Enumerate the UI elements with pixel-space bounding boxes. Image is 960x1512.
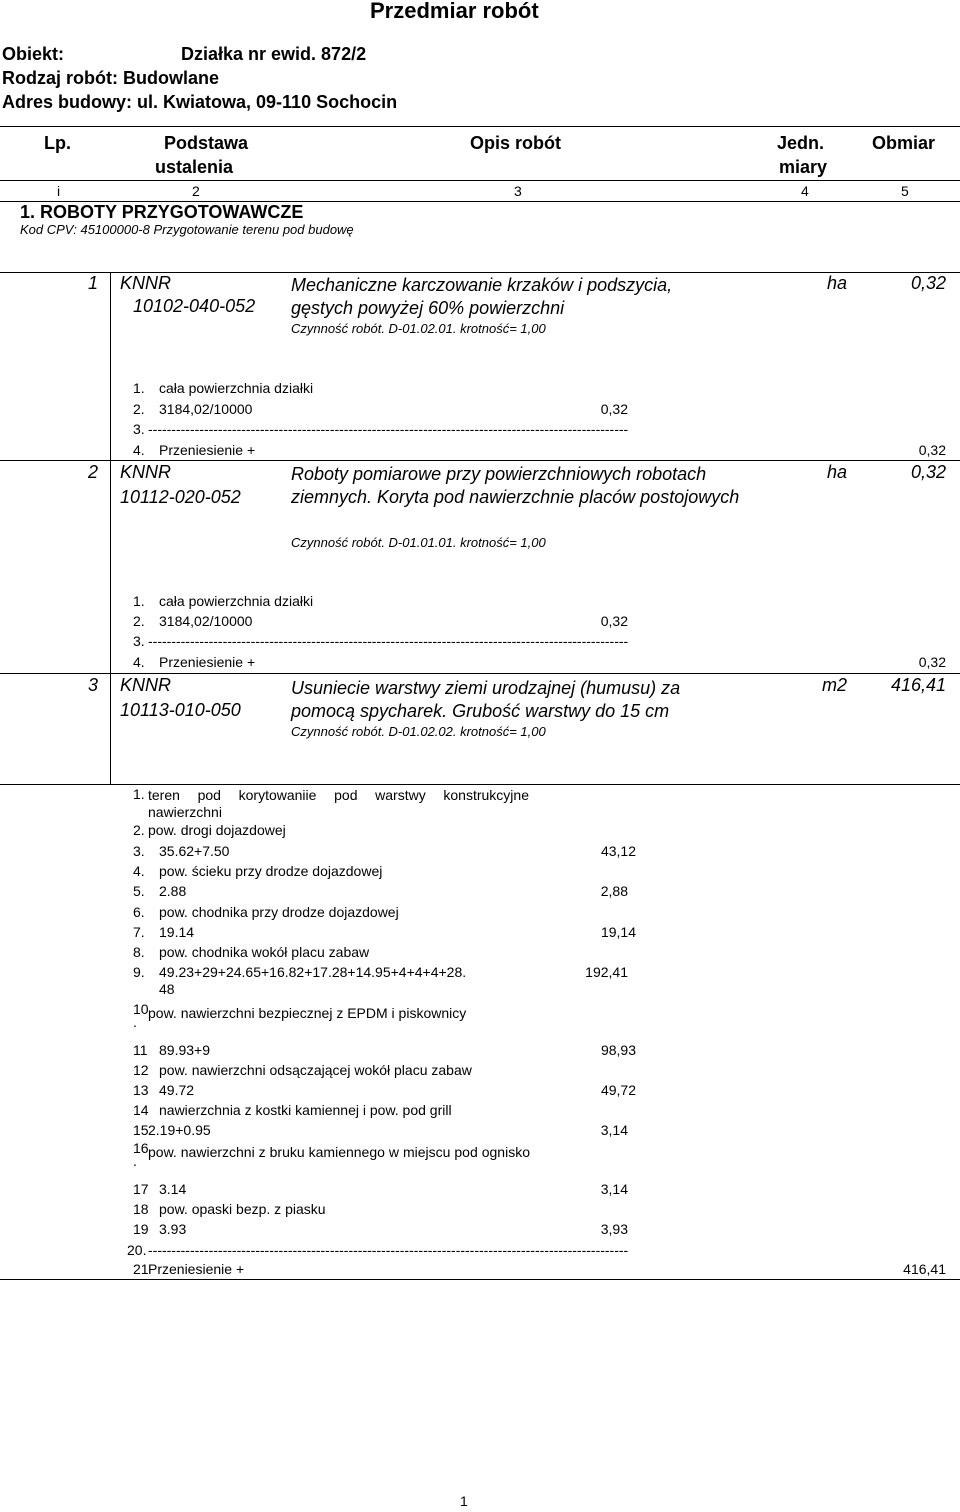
page-title: Przedmiar robót (370, 0, 539, 23)
pos3-m21-num: 21 (133, 1261, 149, 1277)
pos3-m4-text: pow. ścieku przy drodze dojazdowej (159, 863, 383, 879)
col-opis: Opis robót (470, 133, 561, 153)
pos3-m16-num: 16 . (133, 1140, 149, 1169)
header-top-rule (0, 126, 960, 127)
pos1-code: 10102-040-052 (133, 296, 256, 316)
pos3-m7-text: 19.14 (159, 924, 195, 940)
pos3-m19-text: 3.93 (159, 1221, 187, 1237)
pos3-m2-text: pow. drogi dojazdowej (148, 822, 286, 838)
pos3-m13-val: 49,72 (600, 1082, 636, 1098)
pos2-knnr: KNNR (120, 462, 172, 482)
pos1-knnr: KNNR (120, 273, 172, 293)
pos3-note: Czynność robót. D-01.02.02. krotność= 1,00 (291, 724, 546, 739)
pos3-m7-val: 19,14 (600, 924, 636, 940)
pos1-qty: 0,32 (910, 273, 946, 293)
pos3-m17-num: 17 (133, 1181, 149, 1197)
obiekt-label: Obiekt: (2, 44, 65, 64)
pos2-m2-val: 0,32 (600, 613, 628, 629)
pos1-note: Czynność robót. D-01.02.01. krotność= 1,00 (291, 321, 546, 336)
col-obmiar: Obmiar (872, 133, 936, 153)
pos2-m4-num: 4. (133, 654, 145, 670)
pos1-m1-num: 1. (133, 380, 145, 396)
pos3-lp: 3 (88, 675, 99, 695)
pos3-m4-num: 4. (133, 863, 145, 879)
colnum-4: 4 (801, 183, 809, 199)
pos1-m3-num: 3. (133, 421, 145, 437)
pos1-unit: ha (827, 273, 848, 293)
adres-budowy: Adres budowy: ul. Kwiatowa, 09-110 Sochocin (2, 92, 398, 112)
pos3-m5-text: 2.88 (159, 883, 187, 899)
pos3-m15-text: 2.19+0.95 (148, 1122, 211, 1138)
pos1-description: Mechaniczne karczowanie krzaków i podszycia, gęstych powyżej 60% powierzchni (291, 275, 673, 318)
col-podstawa: Podstawa (164, 133, 249, 153)
lp-column-rule (110, 272, 111, 784)
pos3-m9-val: 192,41 (585, 964, 628, 980)
pos3-m19-num: 19 (133, 1221, 149, 1237)
pos3-unit: m2 (822, 675, 848, 695)
pos1-m2-text: 3184,02/10000 (159, 401, 253, 417)
pos3-desc-bottom-rule (0, 784, 960, 785)
pos3-m17-text: 3.14 (159, 1181, 187, 1197)
pos2-description: Roboty pomiarowe przy powierzchniowych robotach ziemnych. Koryta pod nawierzchnie placów postojowych (291, 464, 740, 507)
pos3-qty: 416,41 (890, 675, 946, 695)
pos3-m20-num: 20. (127, 1242, 147, 1258)
pos3-m11-val: 98,93 (600, 1042, 636, 1058)
pos3-m10-num: 10 . (133, 1001, 149, 1030)
colnum-5: 5 (901, 183, 909, 199)
pos3-description: Usuniecie warstwy ziemi urodzajnej (humusu) za pomocą spycharek. Grubość warstwy do 15 cm (291, 678, 681, 721)
col-lp: Lp. (44, 133, 71, 153)
pos3-m12-text: pow. nawierzchni odsączającej wokół placu zabaw (159, 1062, 472, 1078)
col-podstawa-2: ustalenia (155, 157, 234, 177)
pos2-qty: 0,32 (910, 462, 946, 482)
pos3-m20-separator: ------------------------------------------------------------------------------------------------------- (148, 1242, 629, 1258)
pos3-m14-num: 14 (133, 1102, 149, 1118)
pos2-m2-num: 2. (133, 613, 145, 629)
pos3-m16-text: pow. nawierzchni z bruku kamiennego w miejscu pod ognisko (148, 1144, 530, 1160)
pos1-m4-num: 4. (133, 442, 145, 458)
pos3-m21-val: 416,41 (903, 1261, 946, 1277)
pos2-unit: ha (827, 462, 848, 482)
col-jedn: Jedn. (777, 133, 825, 153)
pos3-m18-num: 18 (133, 1201, 149, 1217)
pos3-m10-text: pow. nawierzchni bezpiecznej z EPDM i piskownicy (148, 1005, 467, 1021)
pos2-m2-text: 3184,02/10000 (159, 613, 253, 629)
pos3-m1-text: teren pod korytowaniie pod warstwy konstrukcyjne nawierzchni (148, 787, 529, 820)
pos2-m3-num: 3. (133, 633, 145, 649)
pos3-m9-text: 49.23+29+24.65+16.82+17.28+14.95+4+4+4+28. 48 (159, 964, 467, 997)
pos1-m3-separator: ------------------------------------------------------------------------------------------------------- (148, 421, 629, 437)
pos1-m2-val: 0,32 (600, 401, 628, 417)
section-title: 1. ROBOTY PRZYGOTOWAWCZE (20, 202, 304, 222)
pos3-m3-num: 3. (133, 843, 145, 859)
pos2-code: 10112-020-052 (120, 487, 241, 507)
pos3-m13-text: 49.72 (159, 1082, 195, 1098)
pos2-m1-text: cała powierzchnia działki (159, 593, 314, 609)
header-mid-rule (0, 180, 960, 181)
pos3-m21-text: Przeniesienie + (148, 1261, 245, 1277)
pos3-m17-val: 3,14 (600, 1181, 628, 1197)
pos2-m4-text: Przeniesienie + (159, 654, 256, 670)
rodzaj-robot: Rodzaj robót: Budowlane (2, 68, 219, 88)
pos3-m13-num: 13 (133, 1082, 149, 1098)
pos3-m11-num: 11 (133, 1042, 148, 1058)
obiekt-value: Działka nr ewid. 872/2 (181, 44, 367, 64)
pos3-knnr: KNNR (120, 675, 172, 695)
pos1-m4-val: 0,32 (918, 442, 946, 458)
table-bottom-rule (0, 1279, 960, 1280)
pos3-m9-num: 9. (133, 964, 145, 980)
pos3-m3-text: 35.62+7.50 (159, 843, 230, 859)
col-jedn-2: miary (779, 157, 828, 177)
pos3-m8-num: 8. (133, 944, 145, 960)
pos1-m4-text: Przeniesienie + (159, 442, 256, 458)
pos1-bottom-rule (0, 460, 960, 461)
pos3-m5-val: 2,88 (600, 883, 628, 899)
pos3-m2-num: 2. (133, 822, 145, 838)
pos3-m8-text: pow. chodnika wokół placu zabaw (159, 944, 370, 960)
pos3-m6-text: pow. chodnika przy drodze dojazdowej (159, 904, 399, 920)
pos1-m2-num: 2. (133, 401, 145, 417)
pos2-note: Czynność robót. D-01.01.01. krotność= 1,00 (291, 535, 546, 550)
pos2-m3-separator: ------------------------------------------------------------------------------------------------------- (148, 633, 629, 649)
pos2-bottom-rule (0, 673, 960, 674)
pos3-m14-text: nawierzchnia z kostki kamiennej i pow. pod grill (159, 1102, 452, 1118)
colnum-3: 3 (514, 183, 522, 199)
pos1-lp: 1 (88, 273, 99, 293)
pos1-m1-text: cała powierzchnia działki (159, 380, 314, 396)
pos3-m18-text: pow. opaski bezp. z piasku (159, 1201, 326, 1217)
pos3-code: 10113-010-050 (120, 700, 241, 720)
pos3-m15-val: 3,14 (600, 1122, 628, 1138)
pos2-m4-val: 0,32 (918, 654, 946, 670)
pos3-m19-val: 3,93 (600, 1221, 628, 1237)
colnum-2: 2 (192, 183, 200, 199)
pos3-m6-num: 6. (133, 904, 145, 920)
pos3-m11-text: 89.93+9 (159, 1042, 210, 1058)
pos2-lp: 2 (88, 462, 99, 482)
page-number: 1 (460, 1493, 468, 1509)
pos2-m1-num: 1. (133, 593, 145, 609)
colnum-1: i (57, 183, 61, 199)
pos3-m1-num: 1. (133, 786, 145, 802)
pos3-m5-num: 5. (133, 883, 145, 899)
section-cpv: Kod CPV: 45100000-8 Przygotowanie terenu pod budowę (20, 222, 354, 237)
pos3-m15-num: 15 (133, 1122, 149, 1138)
pos3-m7-num: 7. (133, 924, 145, 940)
pos3-m12-num: 12 (133, 1062, 149, 1078)
pos3-m3-val: 43,12 (600, 843, 636, 859)
